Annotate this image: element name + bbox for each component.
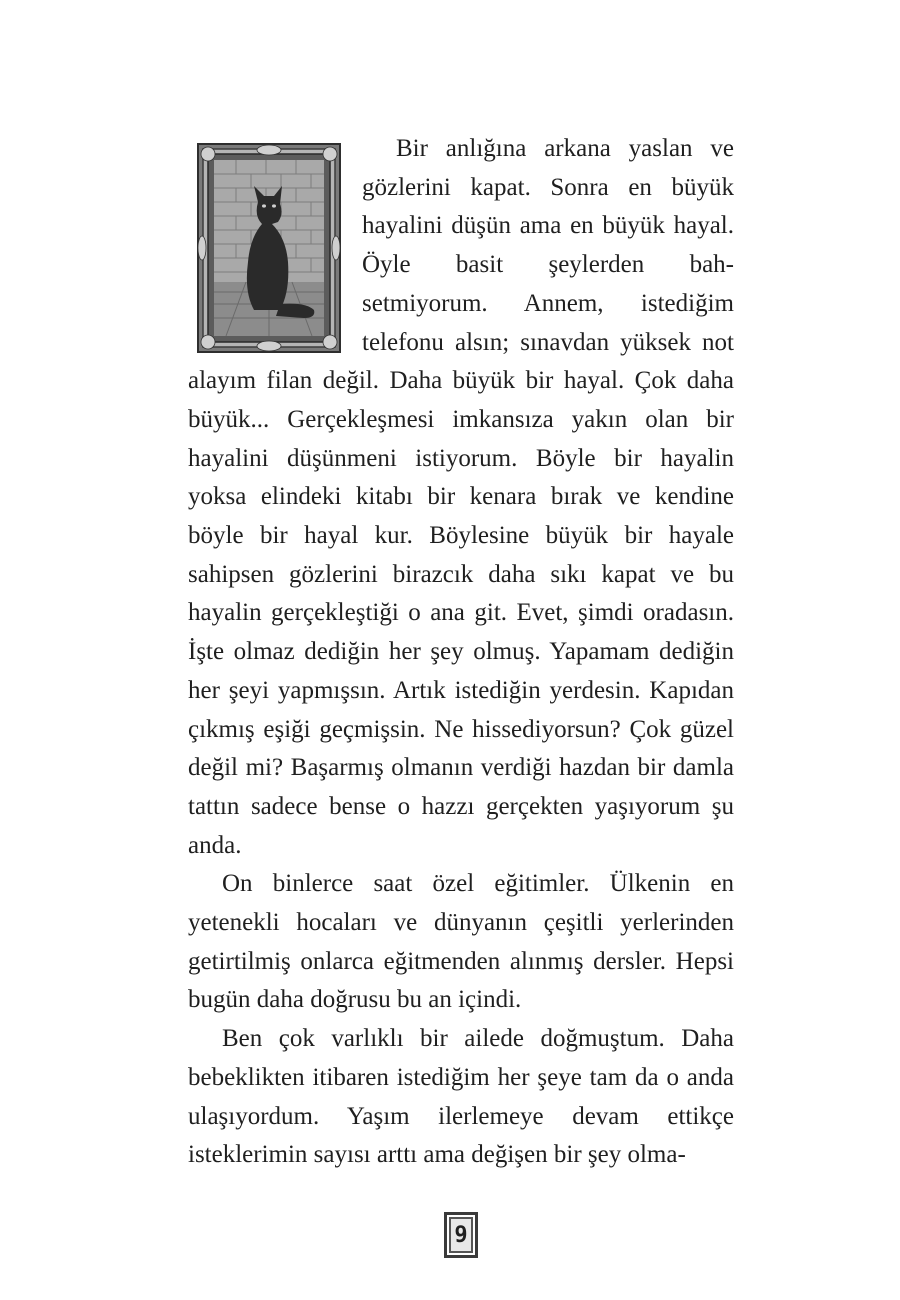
framed-cat-picture-icon — [196, 142, 342, 354]
paragraph-3: Ben çok varlıklı bir ailede doğmuştum. Daha bebeklikten itibaren istediğim her şeye tam da o anda ulaşıyordum. Yaşım ilerlemeye devam ettikçe isteklerimin sayısı arttı ama değişen bir şey olma- — [188, 1025, 734, 1169]
page-content — [188, 130, 734, 1175]
page-number-badge: 9 — [444, 1212, 478, 1258]
paragraph-2: On binlerce saat özel eğitimler. Ülkenin en yetenekli hocaları ve dünyanın çeşitli yerlerinden getirtilmiş onlarca eğitmenden alınmış dersler. Hepsi bugün daha doğrusu bu an içindi. — [188, 870, 734, 1014]
paragraph-1: Bir anlığına arkana yaslan ve gözlerini kapat. Sonra en büyük hayalini düşün ama en büyük hayal. Öyle basit şeylerden bahsetmiyorum. Annem, istediğim telefonu alsın; sınavdan yüksek not alayım filan değil. Daha büyük bir hayal. Çok daha büyük... Gerçekleşmesi imkansıza yakın olan bir hayalini düşünmeni istiyorum. Böyle bir hayalin yoksa elindeki kitabı bir kenara bırak ve kendine böyle bir hayal kur. Böylesine büyük bir hayale sahipsen gözlerini birazcık daha sıkı kapat ve bu hayalin gerçekleştiği o ana git. Evet, şimdi oradasın. İşte olmaz dediğin her şey olmuş. Yapamam dediğin her şeyi yapmışsın. Artık istediğin yerdesin. Kapıdan çıkmış eşiği geçmişsin. Ne hissediyorsun? Çok güzel değil mi? Başarmış olmanın verdiği hazdan bir damla tattın sadece bense o hazzı gerçekten yaşıyorum şu anda. — [188, 135, 734, 859]
